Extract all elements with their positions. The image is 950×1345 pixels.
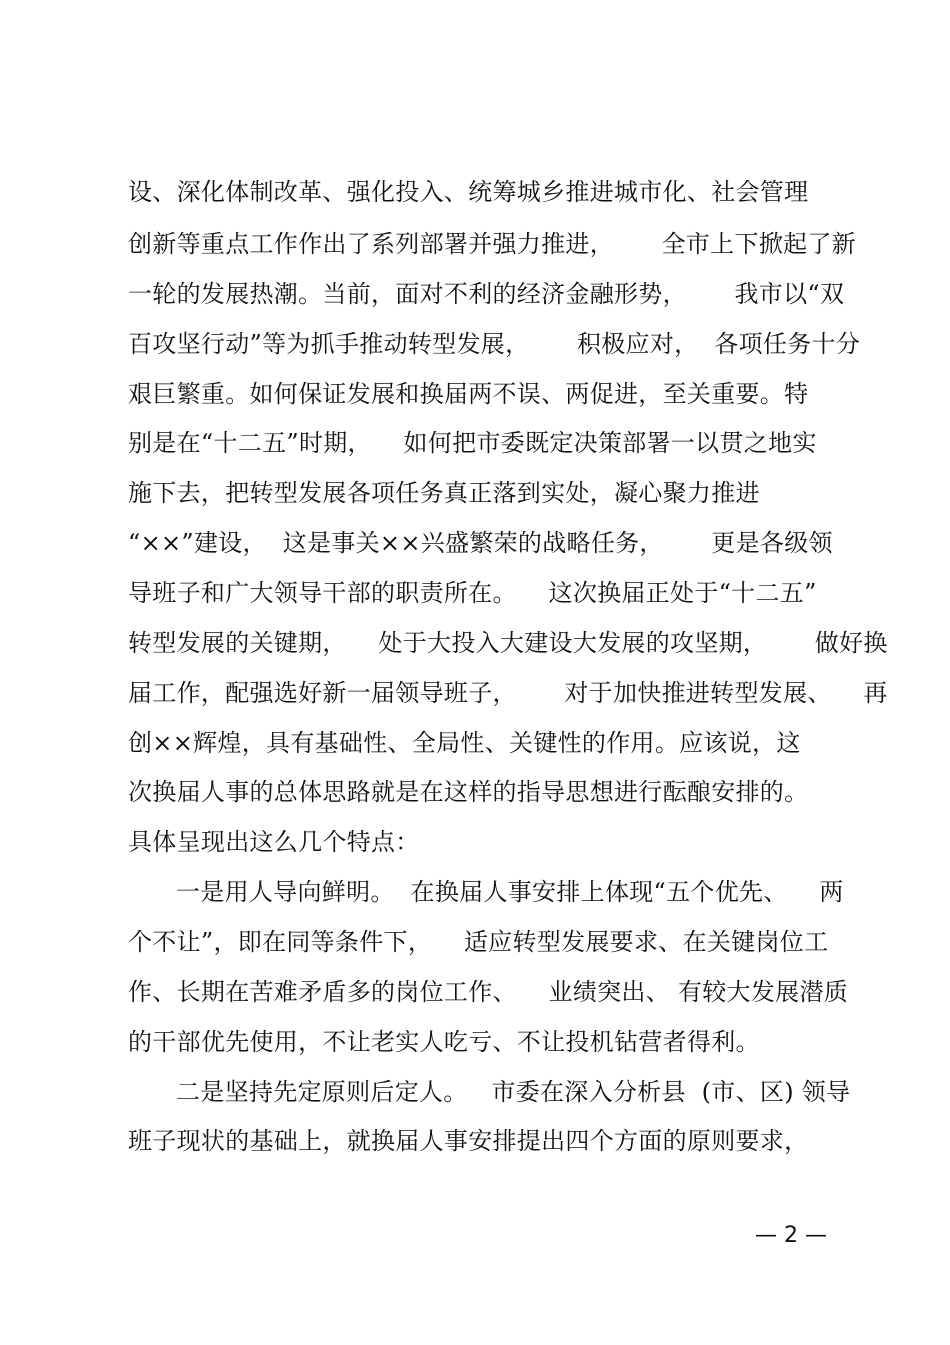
text-line: 具体呈现出这么几个特点： (128, 828, 420, 856)
text-line: 次换届人事的总体思路就是在这样的指导思想进行酝酿安排的。 (128, 778, 809, 806)
text-line: 的干部优先使用，不让老实人吃亏、不让投机钻营者得利。 (128, 1028, 760, 1056)
text-line: 创新等重点工作作出了系列部署并强力推进， 全市上下掀起了新 (128, 230, 856, 258)
text-line: 别是在“十二五”时期， 如何把市委既定决策部署一以贯之地实 (128, 429, 817, 457)
text-line: 作、长期在苦难矛盾多的岗位工作、 业绩突出、 有较大发展潜质 (128, 978, 849, 1006)
text-line: 班子现状的基础上，就换届人事安排提出四个方面的原则要求， (128, 1127, 809, 1155)
text-line: 创××辉煌，具有基础性、全局性、关键性的作用。应该说，这 (128, 729, 801, 757)
text-line: 艰巨繁重。如何保证发展和换届两不误、两促进，至关重要。特 (128, 380, 809, 408)
text-line: 届工作，配强选好新一届领导班子， 对于加快推进转型发展、 再 (128, 679, 888, 707)
text-line: 施下去，把转型发展各项任务真正落到实处，凝心聚力推进 (128, 479, 760, 507)
text-line: 个不让”，即在同等条件下， 适应转型发展要求、在关键岗位工 (128, 928, 829, 956)
text-line: 转型发展的关键期， 处于大投入大建设大发展的攻坚期， 做好换 (128, 629, 888, 657)
page-number: — 2 — (755, 1223, 827, 1248)
text-line: 一轮的发展热潮。当前，面对不利的经济金融形势， 我市以“双 (128, 280, 845, 308)
text-line: 二是坚持先定原则后定人。 市委在深入分析县 (市、区) 领导 (176, 1078, 851, 1106)
text-line: 导班子和广大领导干部的职责所在。 这次换届正处于“十二五” (128, 579, 817, 607)
text-line: 百攻坚行动”等为抓手推动转型发展， 积极应对， 各项任务十分 (128, 330, 861, 358)
text-line: 一是用人导向鲜明。 在换届人事安排上体现“五个优先、 两 (176, 878, 844, 906)
text-line: 设、深化体制改革、强化投入、统筹城乡推进城市化、社会管理 (128, 178, 809, 206)
text-line: “××”建设， 这是事关××兴盛繁荣的战略任务， 更是各级领 (128, 529, 833, 557)
